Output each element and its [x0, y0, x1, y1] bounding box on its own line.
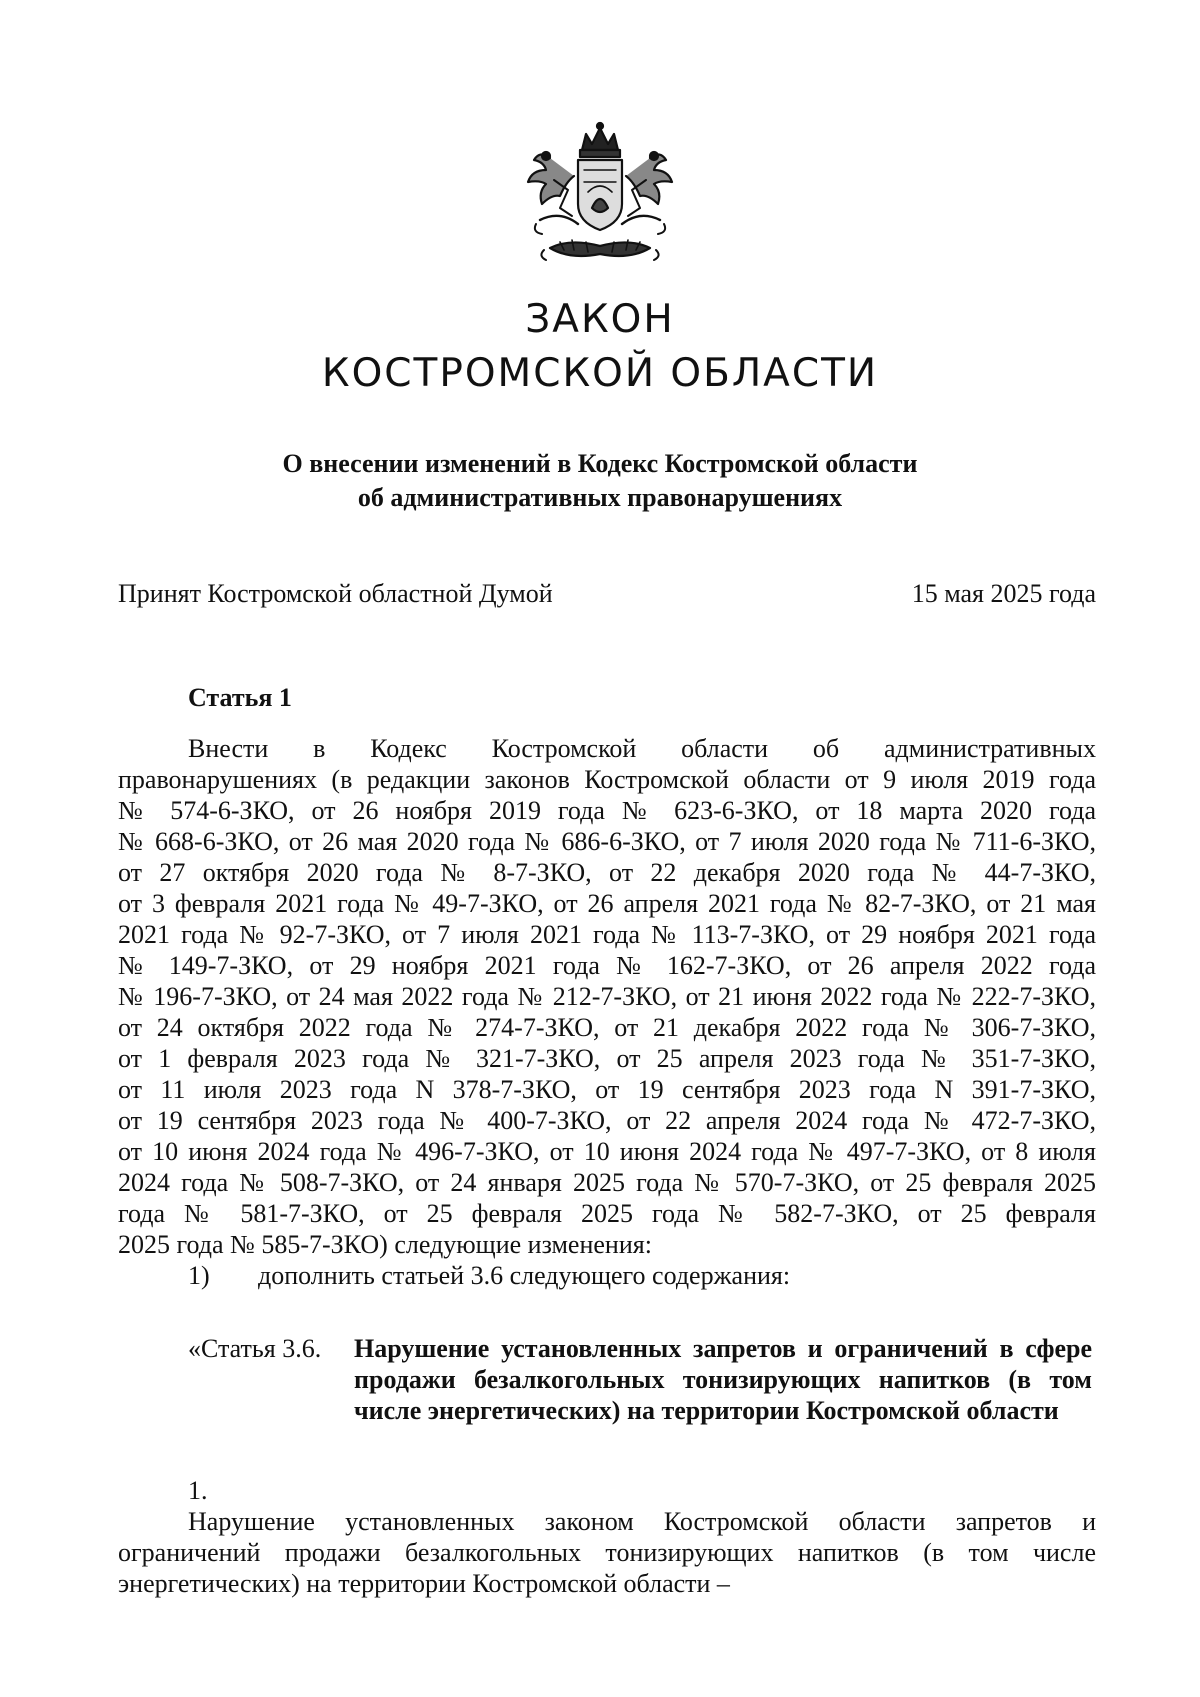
title-line: Нарушение установленных запретов и ограничений в сфере — [354, 1334, 1092, 1363]
text-line: от 10 июня 2024 года № 496-7-ЗКО, от 10 июня 2024 года № 497-7-ЗКО, от 8 июля — [118, 1137, 1096, 1166]
article-3-6-title — [354, 1333, 1092, 1426]
adopted-by: Принят Костромской областной Думой — [118, 579, 553, 608]
text-line: от 3 февраля 2021 года № 49-7-ЗКО, от 26 апреля 2021 года № 82-7-ЗКО, от 21 мая — [118, 889, 1096, 918]
text-line: от 1 февраля 2023 года № 321-7-ЗКО, от 25 апреля 2023 года № 351-7-ЗКО, — [118, 1044, 1096, 1073]
text-line — [118, 1475, 1096, 1537]
text-line: 2025 года № 585-7-ЗКО) следующие изменения: — [118, 1230, 652, 1259]
text-line: года № 581-7-ЗКО, от 25 февраля 2025 года № 582-7-ЗКО, от 25 февраля — [118, 1199, 1096, 1228]
text-line: ограничений продажи безалкогольных тонизирующих напитков (в том числе — [118, 1538, 1096, 1567]
law-subject-line-2: об административных правонарушениях — [357, 483, 843, 512]
text-line: Внести в Кодекс Костромской области об административных — [188, 734, 1096, 763]
list-item-text: дополнить статьей 3.6 следующего содержания: — [258, 1261, 791, 1290]
article-1-heading: Статья 1 — [188, 683, 292, 712]
article-1-paragraph — [118, 733, 1096, 1260]
text-line: № 574-6-ЗКО, от 26 ноября 2019 года № 623-6-ЗКО, от 18 марта 2020 года — [118, 796, 1096, 825]
list-item-number: 1) — [188, 1261, 210, 1290]
text-line: № 149-7-ЗКО, от 29 ноября 2021 года № 162-7-ЗКО, от 26 апреля 2022 года — [118, 951, 1096, 980]
law-subject-line-1: О внесении изменений в Кодекс Костромской области — [282, 449, 918, 478]
point-first-line: Нарушение установленных законом Костромской области запретов и — [188, 1507, 1096, 1536]
text-line: энергетических) на территории Костромской области – — [118, 1569, 730, 1598]
law-region: КОСТРОМСКОЙ ОБЛАСТИ — [321, 351, 879, 396]
text-line: правонарушениях (в редакции законов Костромской области от 9 июля 2019 года — [118, 765, 1096, 794]
text-line: 2024 года № 508-7-ЗКО, от 24 января 2025 года № 570-7-ЗКО, от 25 февраля 2025 — [118, 1168, 1096, 1197]
article-3-6 — [188, 1333, 1096, 1426]
coat-of-arms-emblem — [510, 120, 690, 270]
title-line: продажи безалкогольных тонизирующих напитков (в том — [354, 1365, 1092, 1394]
point-1 — [118, 1475, 1096, 1599]
law-title: ЗАКОН — [525, 297, 675, 342]
text-line: 2021 года № 92-7-ЗКО, от 7 июля 2021 года № 113-7-ЗКО, от 29 ноября 2021 года — [118, 920, 1096, 949]
text-line: № 668-6-ЗКО, от 26 мая 2020 года № 686-6-ЗКО, от 7 июля 2020 года № 711-6-ЗКО, — [118, 827, 1096, 856]
point-number: 1. — [188, 1476, 208, 1505]
article-3-6-label: «Статья 3.6. — [188, 1334, 322, 1363]
article-1-body — [118, 733, 1096, 1291]
title-line: числе энергетических) на территории Костромской области — [354, 1396, 1059, 1425]
list-item-1 — [118, 1260, 1096, 1291]
text-line: от 11 июля 2023 года N 378-7-ЗКО, от 19 сентября 2023 года N 391-7-ЗКО, — [118, 1075, 1096, 1104]
text-line: № 196-7-ЗКО, от 24 мая 2022 года № 212-7-ЗКО, от 21 июня 2022 года № 222-7-ЗКО, — [118, 982, 1096, 1011]
text-line: от 19 сентября 2023 года № 400-7-ЗКО, от 22 апреля 2024 года № 472-7-ЗКО, — [118, 1106, 1096, 1135]
text-line: от 24 октября 2022 года № 274-7-ЗКО, от 21 декабря 2022 года № 306-7-ЗКО, — [118, 1013, 1096, 1042]
adoption-date: 15 мая 2025 года — [911, 579, 1096, 608]
text-line: от 27 октября 2020 года № 8-7-ЗКО, от 22 декабря 2020 года № 44-7-ЗКО, — [118, 858, 1096, 887]
